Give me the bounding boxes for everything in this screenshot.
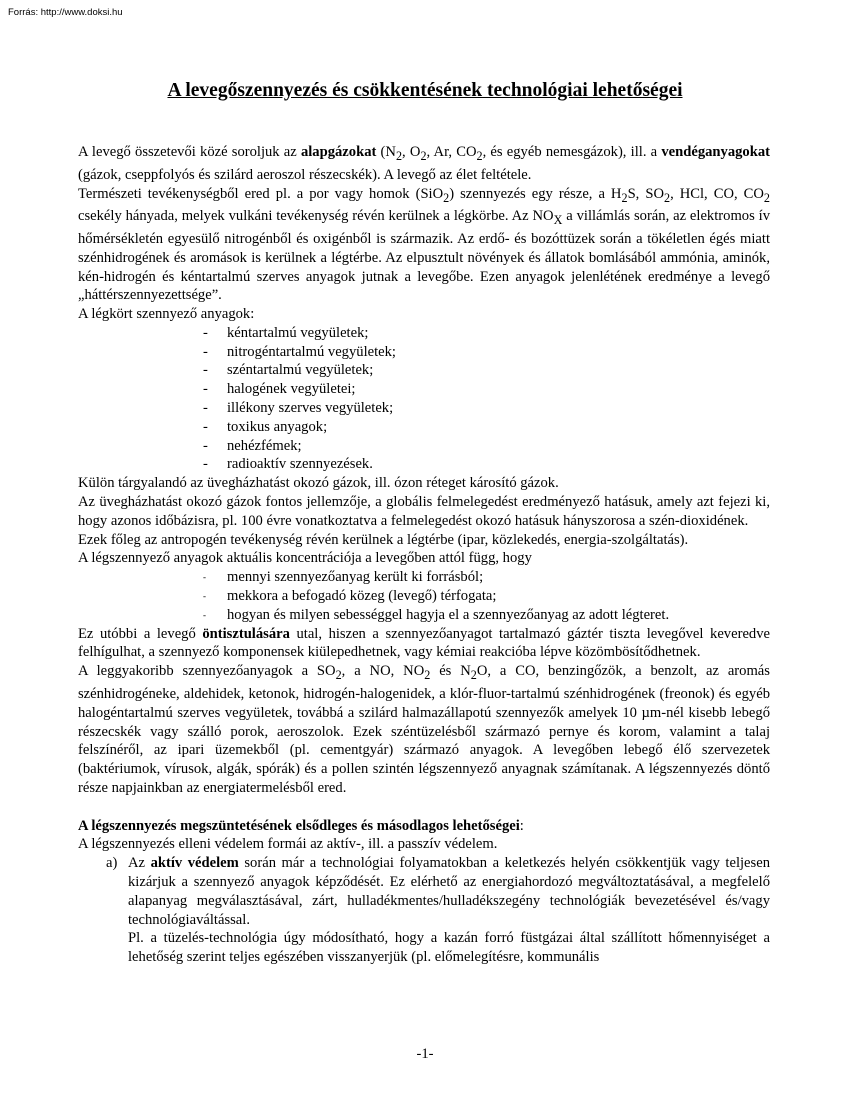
section-heading: A légszennyezés megszüntetésének elsődleges és másodlagos lehetőségei: (78, 817, 524, 834)
document-body (78, 143, 770, 967)
paragraph-active-protection: Az aktív védelem során már a technológiai folyamatokban a keletkezés helyén csökkentjük vagy teljesen kizárjuk a szennyező anyagok képződését. Ez elérhető az energiahordozó megváltoztatásával, a megfelelő alapanyag megválasztásával, zárt, hulladékmentes/hulladékszegény technológiák bevezetésével és/vagy technológiaváltással. (128, 855, 770, 928)
list-item: - széntartalmú vegyületek; (203, 361, 770, 380)
list-item: - halogének vegyületei; (203, 380, 770, 399)
spacer (78, 798, 770, 817)
section-intro: A légszennyezés elleni védelem formái az aktív-, ill. a passzív védelem. (78, 836, 498, 853)
list-item: - hogyan és milyen sebességgel hagyja el a szennyezőanyag az adott légteret. (203, 606, 770, 625)
pollutants-intro: A légkört szennyező anyagok: (78, 306, 255, 323)
list-item: - nehézfémek; (203, 437, 770, 456)
protection-list (78, 854, 770, 967)
source-note: Forrás: http://www.doksi.hu (8, 7, 123, 18)
concentration-list (78, 568, 770, 624)
list-marker: a) (106, 855, 118, 872)
paragraph-heat-recovery: Pl. a tüzelés-technológia úgy módosítható, hogy a kazán forró füstgázai által szállított hőmennyiséget a lehetőség szerint teljes egészében visszanyerjük (pl. előmelegítésre, kommunális (128, 930, 770, 966)
list-item: - mekkora a befogadó közeg (levegő) térfogata; (203, 587, 770, 606)
paragraph-anthropogenic: Ezek főleg az antropogén tevékenység révén kerülnek a légtérbe (ipar, közlekedés, energia-szolgáltatás). (78, 531, 689, 548)
list-item: - nitrogéntartalmú vegyületek; (203, 343, 770, 362)
paragraph-common-pollutants: A leggyakoribb szennyezőanyagok a $SO_2$, a NO, $NO_2$ és $N_2O$, a CO, benzingőzök, a benzolt, az aromás szénhidrogéneke, aldehidek, ketonok, hidrogén-halogenidek, a klór-fluor-tartalmú szénhidrogének (freonok) és egyéb halogéntartalmú szerves vegyületek, továbbá a szilárd halmazállapotú szennyezők amelyek 10 µm-nél kisebb lebegő részecskék vagy szálló porok, aeroszolok. Ezek széntüzelésből származó pernye és korom, valamint a talaj felszínéről, az ipari üzemekből (pl. cementgyár) származó anyagok. A levegőben lebegő élő szervezetek (baktériumok, vírusok, algák, spórák) és a pollen szintén légszennyező anyagnak számítanak. A légszennyezés döntő része napjainkban az energiatermelésből ered. (78, 663, 770, 796)
paragraph-greenhouse: Az üvegházhatást okozó gázok fontos jellemzője, a globális felmelegedést eredményező hatásuk, amely azt fejezi ki, hogy azonos időbázisra, pl. 100 évre vonatkoztatva a felmelegedést okozó hatásuk hányszorosa a szén-dioxidének. (78, 494, 770, 529)
list-item-a (106, 854, 770, 967)
list-item: - toxikus anyagok; (203, 418, 770, 437)
paragraph-intro: A levegő összetevői közé soroljuk az alapgázokat ($N_2$, $O_2$, Ar, $CO_2$, és egyéb nemesgázok), ill. a vendéganyagokat (gázok, cseppfolyós és szilárd aeroszol részecskék). A levegő az élet feltétele. (78, 144, 770, 183)
list-item: - radioaktív szennyezések. (203, 455, 770, 474)
paragraph-natural-sources: Természeti tevékenységből ered pl. a por vagy homok (SiO$_2$) szennyezés egy része, a $H_2S$, $SO_2$, HCl, CO, $CO_2$ csekély hányada, melyek vulkáni tevékenység révén kerülnek a légkörbe. Az $NO_X$ a villámlás során, az elektromos ív hőmérsékletén egyesülő nitrogénből és oxigénből is származik. Az erdő- és bozóttüzek során a tökéletlen égés miatt szénhidrogének és aromások is kerülnek a légtérbe. Az elpusztult növények és állatok bomlásából ammónia, aminók, kén-hidrogén és kéntartalmú szerves anyagok jutnak a levegőbe. Ezen anyagok jelenlétének eredménye a levegő „háttérszennyezettsége”. (78, 185, 770, 304)
list-item: - mennyi szennyezőanyag került ki forrásból; (203, 568, 770, 587)
pollutants-list (78, 324, 770, 474)
list-item: - illékony szerves vegyületek; (203, 399, 770, 418)
paragraph-concentration: A légszennyező anyagok aktuális koncentrációja a levegőben attól függ, hogy (78, 550, 532, 567)
paragraph-separate: Külön tárgyalandó az üvegházhatást okozó gázok, ill. ózon réteget károsító gázok. (78, 475, 559, 492)
paragraph-self-cleaning: Ez utóbbi a levegő öntisztulására utal, hiszen a szennyezőanyagot tartalmazó gáztér tiszta levegővel keveredve felhígulhat, a szennyező komponensek kiülepedhetnek, vagy kémiai reakcióba lépve közömbösítődhetnek. (78, 625, 770, 661)
page-number: -1- (416, 1046, 434, 1062)
page-title: A levegőszennyezés és csökkentésének technológiai lehetőségei (167, 80, 683, 101)
list-item: - kéntartalmú vegyületek; (203, 324, 770, 343)
